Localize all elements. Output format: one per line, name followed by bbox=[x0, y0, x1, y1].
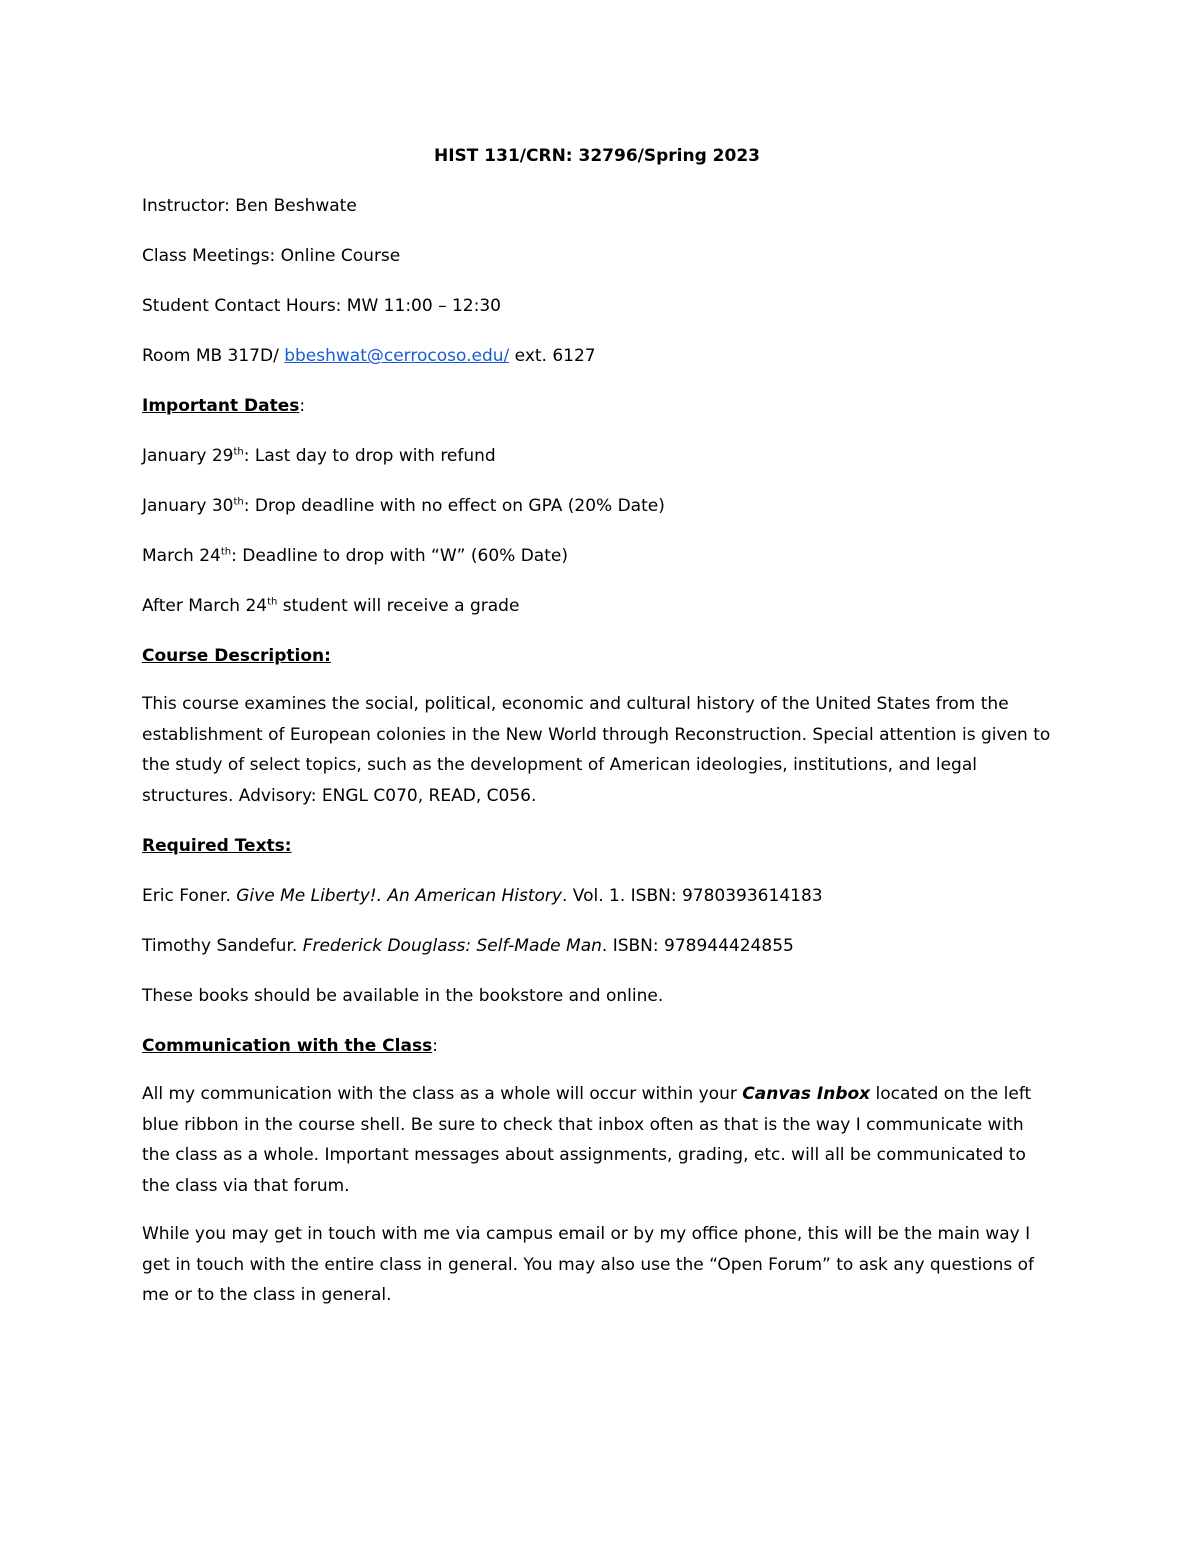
date-ordinal: th bbox=[267, 596, 278, 608]
date-item bbox=[142, 495, 665, 517]
paragraph-text: All my communication with the class as a whole will occur within your bbox=[142, 1084, 743, 1104]
books-availability-note: These books should be available in the bookstore and online. bbox=[142, 986, 664, 1006]
book-details: . ISBN: 978944424855 bbox=[601, 936, 794, 956]
date-label: January 29 bbox=[142, 446, 234, 466]
book-entry-sandefur bbox=[142, 935, 794, 957]
paragraph-text: located on the left blue ribbon in the course shell. Be sure to check that inbox often as that is the way I communicate with the class as a whole. Important messages about assignments, grading, etc. will all be communicated to the class via that forum. bbox=[142, 1084, 1032, 1196]
instructor-line: Instructor: Ben Beshwate bbox=[142, 196, 357, 216]
room-prefix: Room MB 317D/ bbox=[142, 346, 285, 366]
date-text: : Drop deadline with no effect on GPA (20% Date) bbox=[243, 496, 665, 516]
room-line bbox=[142, 345, 596, 367]
class-meetings-line: Class Meetings: Online Course bbox=[142, 246, 401, 266]
communication-paragraph-1 bbox=[142, 1079, 1052, 1201]
date-text: : Deadline to drop with “W” (60% Date) bbox=[231, 546, 568, 566]
email-link[interactable]: bbeshwat@cerrocoso.edu/ bbox=[284, 346, 510, 366]
page-title: HIST 131/CRN: 32796/Spring 2023 bbox=[434, 146, 760, 166]
heading-colon: : bbox=[432, 1036, 438, 1056]
important-dates-heading bbox=[142, 395, 305, 417]
important-dates-heading-text: Important Dates bbox=[142, 396, 300, 416]
communication-heading bbox=[142, 1035, 438, 1057]
course-description-heading-text: Course Description: bbox=[142, 646, 331, 666]
room-extension: ext. 6127 bbox=[509, 346, 596, 366]
heading-colon: : bbox=[299, 396, 306, 416]
course-description-text: This course examines the social, political, economic and cultural history of the United States from the establishment of European colonies in the New World through Reconstruction. Special attention is given to the study of select topics, such as the development of American ideologies, institutions, and legal structures. Advisory: ENGL C070, READ, C056. bbox=[142, 694, 1051, 806]
required-texts-heading-text: Required Texts: bbox=[142, 836, 292, 856]
date-label: After March 24 bbox=[142, 596, 268, 616]
date-ordinal: th bbox=[233, 496, 244, 508]
book-details: . Vol. 1. ISBN: 9780393614183 bbox=[561, 886, 823, 906]
date-item bbox=[142, 445, 496, 467]
contact-hours-line: Student Contact Hours: MW 11:00 – 12:30 bbox=[142, 296, 501, 316]
book-title: Frederick Douglass: Self-Made Man bbox=[302, 936, 602, 956]
book-title: Give Me Liberty!. An American History bbox=[236, 886, 562, 906]
date-label: January 30 bbox=[142, 496, 234, 516]
communication-heading-text: Communication with the Class bbox=[142, 1036, 433, 1056]
book-entry-foner bbox=[142, 885, 823, 907]
course-description-heading bbox=[142, 645, 331, 667]
date-item bbox=[142, 595, 519, 617]
date-item bbox=[142, 545, 568, 567]
date-text: : Last day to drop with refund bbox=[243, 446, 496, 466]
book-author: Eric Foner. bbox=[142, 886, 237, 906]
communication-paragraph-2: While you may get in touch with me via campus email or by my office phone, this will be the main way I get in touch with the entire class in general. You may also use the “Open Forum” to ask any questions of me or to the class in general. bbox=[142, 1224, 1034, 1305]
date-ordinal: th bbox=[233, 446, 244, 458]
required-texts-heading bbox=[142, 835, 292, 857]
date-label: March 24 bbox=[142, 546, 221, 566]
date-ordinal: th bbox=[220, 546, 232, 558]
date-text: student will receive a grade bbox=[277, 596, 520, 616]
book-author: Timothy Sandefur. bbox=[142, 936, 303, 956]
canvas-inbox-text: Canvas Inbox bbox=[742, 1084, 871, 1104]
